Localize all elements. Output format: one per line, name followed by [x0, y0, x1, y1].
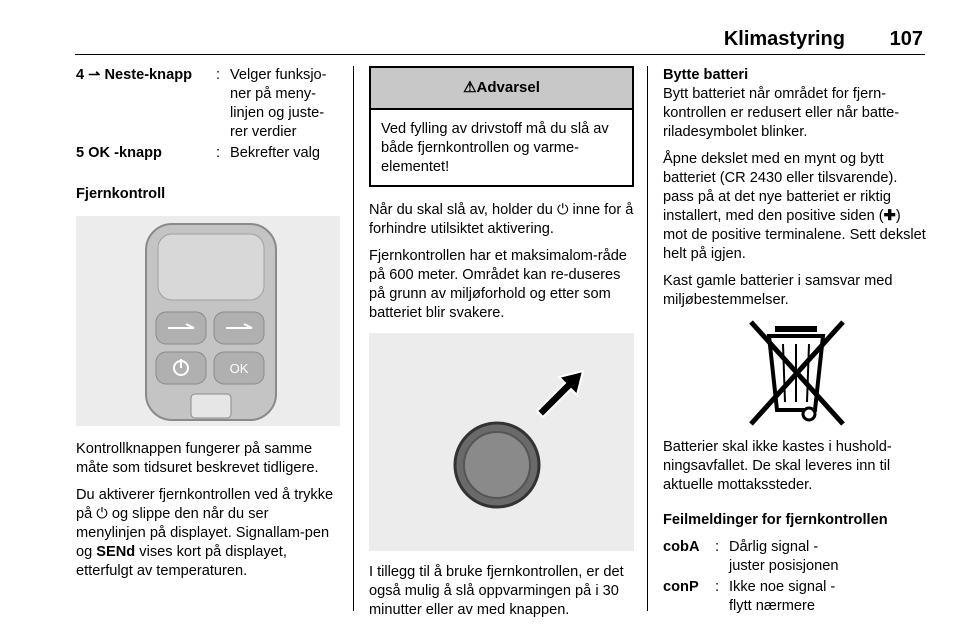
section-heading-remote: Fjernkontroll: [76, 186, 166, 202]
error-message-list: [663, 538, 928, 616]
paragraph-dispose: Kast gamle batterier i samsvar med miljøbestemmelser.: [663, 273, 893, 308]
error-code: cobA: [663, 539, 700, 555]
heater-button-illustration: [369, 333, 634, 551]
definition-desc: Bekrefter valg: [230, 145, 321, 161]
remote-control-icon: [76, 216, 340, 426]
column-right: [663, 66, 928, 618]
error-desc: Ikke noe signal - flytt nærmere: [729, 579, 836, 614]
power-icon: ⏻: [96, 506, 108, 522]
error-desc: Dårlig signal - juster posisjonen: [729, 539, 839, 574]
error-code: conP: [663, 579, 699, 595]
warning-text: Ved fylling av drivstoff må du slå av både fjernkontrollen og varme-elementet!: [381, 121, 609, 175]
power-icon: ⏻: [556, 202, 569, 218]
definition-desc: Velger funksjo- ner på meny- linjen og juste- rer verdier: [230, 67, 327, 140]
paragraph-open-cover: Åpne dekslet med en mynt og bytt batteriet (CR 2430 eller tilsvarende). pass på at det nye batteriet er riktig installert, med den positive siden (✚) mot de positive terminalene. Sett dekslet helt på igjen.: [663, 151, 926, 262]
definition-ok-button: 5 OK -knapp : Bekrefter valg: [76, 144, 340, 163]
crossed-bin-icon: [663, 318, 928, 428]
chapter-title: Klimastyring: [723, 28, 845, 50]
page-header: [75, 28, 925, 55]
warning-title: Advarsel: [476, 79, 540, 96]
page-number: 107: [889, 28, 923, 50]
paragraph-control-button: Kontrollknappen fungerer på samme måte som tidsuret beskrevet tidligere.: [76, 441, 319, 476]
paragraph-waste: Batterier skal ikke kastes i hushold-ningsavfallet. De skal leveres inn til aktuelle mottakssteder.: [663, 439, 892, 493]
column-divider-left: [353, 66, 354, 611]
recycle-bin-illustration: [663, 318, 928, 428]
section-heading-battery: Bytte batteri: [663, 67, 749, 83]
error-item: cobA : Dårlig signal - juster posisjonen: [663, 538, 928, 576]
warning-box: [369, 66, 634, 187]
definition-next-button: 4 ⇀ Neste-knapp : Velger funksjo- ner på meny- linjen og juste- rer verdier: [76, 66, 340, 142]
definition-term: 5 OK -knapp: [76, 145, 162, 161]
paragraph-heater-button: I tillegg til å bruke fjernkontrollen, er det også mulig å slå oppvarmingen på i 30 minutter eller av med knappen.: [369, 564, 624, 618]
column-middle: [369, 66, 634, 628]
paragraph-activate-remote: Du aktiverer fjernkontrollen ved å trykke på ⏻ og slippe den når du ser menylinjen på displayet. Signallam-pen og SENd vises kort på displayet, etterfulgt av temperaturen.: [76, 487, 334, 579]
remote-ok-label: OK: [229, 361, 249, 376]
send-label: SENd: [96, 544, 136, 560]
button-definition-list: [76, 66, 340, 163]
error-item: conP : Ikke noe signal - flytt nærmere: [663, 578, 928, 616]
paragraph-range: Fjernkontrollen har et maksimalom-råde på 600 meter. Området kan re-duseres på grunn av miljøforhold og etter som batteriet blir svakere.: [369, 248, 627, 321]
column-divider-right: [647, 66, 648, 611]
warning-icon: ⚠: [463, 79, 477, 96]
section-heading-errors: Feilmeldinger for fjernkontrollen: [663, 512, 888, 528]
column-left: [76, 66, 340, 589]
paragraph-turn-off: Når du skal slå av, holder du ⏻ inne for å forhindre utilsiktet aktivering.: [369, 202, 634, 237]
remote-control-illustration: [76, 216, 340, 426]
heater-button-icon: [369, 333, 634, 551]
plus-icon: ✚: [883, 208, 896, 224]
warning-title-bar: [371, 68, 632, 110]
paragraph-replace-battery: Bytt batteriet når området for fjern-kontrollen er redusert eller når batte-riladesymbolet blinker.: [663, 86, 900, 140]
definition-term: 4 ⇀ Neste-knapp: [76, 67, 193, 83]
